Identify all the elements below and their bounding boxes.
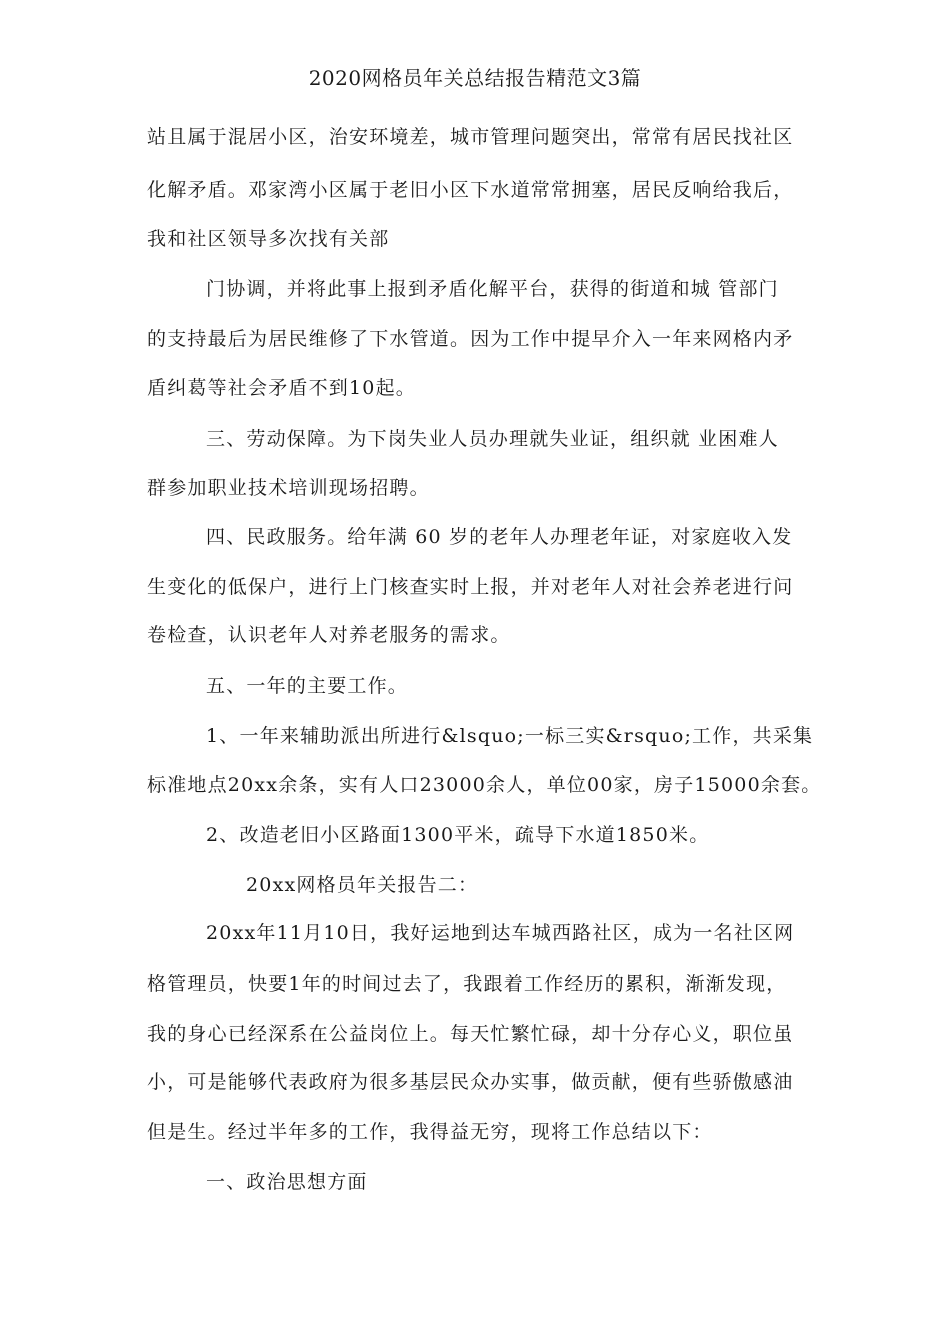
section-heading: 一、政治思想方面 [206, 1171, 368, 1193]
paragraph-line: 的支持最后为居民维修了下水管道。因为工作中提早介入一年来网格内矛 [147, 328, 794, 350]
paragraph-line: 生变化的低保户，进行上门核查实时上报，并对老年人对社会养老进行问 [147, 576, 794, 598]
paragraph-line: 标准地点20xx余条，实有人口23000余人，单位00家，房子15000余套。 [147, 774, 822, 796]
paragraph-line: 三、劳动保障。为下岗失业人员办理就失业证，组织就 业困难人 [206, 428, 779, 450]
paragraph-line: 2、改造老旧小区路面1300平米，疏导下水道1850米。 [206, 824, 710, 846]
document-title: 2020网格员年关总结报告精范文3篇 [308, 66, 642, 90]
paragraph-line: 1、一年来辅助派出所进行&lsquo;一标三实&rsquo;工作，共采集 [206, 725, 814, 747]
paragraph-line: 化解矛盾。邓家湾小区属于老旧小区下水道常常拥塞，居民反响给我后， [147, 179, 794, 201]
paragraph-line: 站且属于混居小区，治安环境差，城市管理问题突出，常常有居民找社区 [147, 126, 794, 148]
paragraph-line: 卷检查，认识老年人对养老服务的需求。 [147, 624, 511, 646]
section-heading: 五、一年的主要工作。 [206, 675, 409, 697]
paragraph-line: 门协调，并将此事上报到矛盾化解平台，获得的街道和城 管部门 [206, 278, 779, 300]
paragraph-line: 我的身心已经深系在公益岗位上。每天忙繁忙碌，却十分存心义，职位虽 [147, 1023, 794, 1045]
paragraph-line: 群参加职业技术培训现场招聘。 [147, 477, 430, 499]
paragraph-line: 盾纠葛等社会矛盾不到10起。 [147, 377, 416, 399]
paragraph-line: 但是生。经过半年多的工作，我得益无穷，现将工作总结以下： [147, 1121, 713, 1143]
paragraph-line: 我和社区领导多次找有关部 [147, 228, 390, 250]
paragraph-line: 小，可是能够代表政府为很多基层民众办实事，做贡献，便有些骄傲感油 [147, 1071, 794, 1093]
paragraph-line: 四、民政服务。给年满 60 岁的老年人办理老年证，对家庭收入发 [206, 526, 793, 548]
paragraph-line: 20xx年11月10日，我好运地到达车城西路社区，成为一名社区网 [206, 922, 795, 944]
subtitle-heading: 20xx网格员年关报告二： [246, 874, 479, 896]
paragraph-line: 格管理员，快要1年的时间过去了，我跟着工作经历的累积，渐渐发现， [147, 973, 787, 995]
